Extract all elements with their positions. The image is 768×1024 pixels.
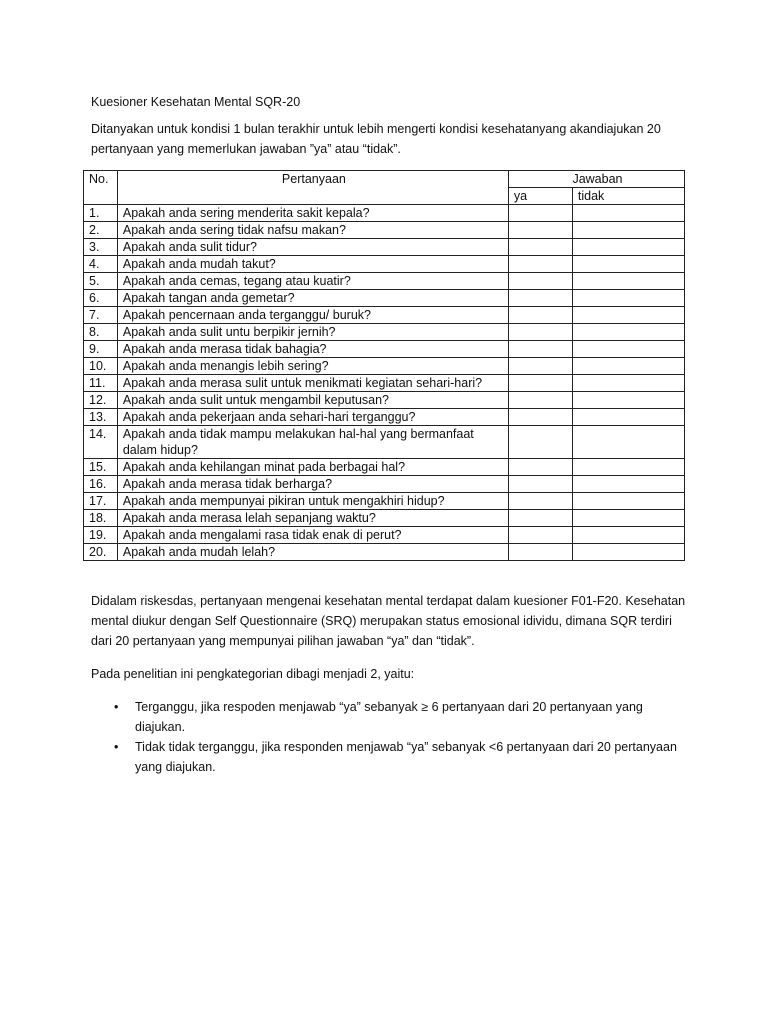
row-number: 19. (84, 527, 118, 544)
row-number: 5. (84, 273, 118, 290)
row-number: 20. (84, 544, 118, 561)
answer-yes-cell[interactable] (508, 324, 572, 341)
bullet-icon: • (114, 740, 119, 754)
document-title: Kuesioner Kesehatan Mental SQR-20 (91, 95, 301, 109)
answer-yes-cell[interactable] (508, 476, 572, 493)
answer-yes-cell[interactable] (508, 510, 572, 527)
row-number: 4. (84, 256, 118, 273)
table-row (84, 544, 685, 561)
row-number: 10. (84, 358, 118, 375)
answer-yes-cell[interactable] (508, 375, 572, 392)
intro-paragraph: Ditanyakan untuk kondisi 1 bulan terakhir untuk lebih mengerti kondisi kesehatanyang akandiajukan 20 pertanyaan yang memerlukan jawaban ”ya” atau “tidak”. (91, 122, 661, 156)
answer-yes-cell[interactable] (508, 222, 572, 239)
header-question: Pertanyaan (117, 171, 508, 205)
row-question: Apakah anda sering menderita sakit kepala? (117, 205, 508, 222)
answer-yes-cell[interactable] (508, 493, 572, 510)
table-row (84, 222, 685, 239)
row-question: Apakah anda menangis lebih sering? (117, 358, 508, 375)
answer-yes-cell[interactable] (508, 409, 572, 426)
row-question: Apakah anda mempunyai pikiran untuk mengakhiri hidup? (117, 493, 508, 510)
list-item-text: Tidak tidak terganggu, jika responden menjawab “ya” sebanyak <6 pertanyaan dari 20 pertanyaan yang diajukan. (135, 740, 677, 774)
row-number: 13. (84, 409, 118, 426)
answer-no-cell[interactable] (572, 324, 684, 341)
answer-no-cell[interactable] (572, 239, 684, 256)
header-yes: ya (508, 188, 572, 205)
row-number: 16. (84, 476, 118, 493)
row-question: Apakah anda mengalami rasa tidak enak di perut? (117, 527, 508, 544)
table-row (84, 426, 685, 459)
row-number: 7. (84, 307, 118, 324)
answer-no-cell[interactable] (572, 307, 684, 324)
questionnaire-table (83, 170, 685, 561)
row-number: 14. (84, 426, 118, 459)
answer-yes-cell[interactable] (508, 256, 572, 273)
row-number: 2. (84, 222, 118, 239)
list-item (114, 737, 691, 777)
answer-yes-cell[interactable] (508, 307, 572, 324)
table-row (84, 307, 685, 324)
row-question: Apakah anda sulit tidur? (117, 239, 508, 256)
answer-no-cell[interactable] (572, 426, 684, 459)
answer-no-cell[interactable] (572, 510, 684, 527)
row-number: 17. (84, 493, 118, 510)
answer-no-cell[interactable] (572, 476, 684, 493)
table-row (84, 375, 685, 392)
table-row (84, 239, 685, 256)
list-item (114, 697, 691, 737)
answer-no-cell[interactable] (572, 358, 684, 375)
row-number: 3. (84, 239, 118, 256)
category-list (91, 697, 691, 777)
list-item-text: Terganggu, jika respoden menjawab “ya” sebanyak ≥ 6 pertanyaan dari 20 pertanyaan yang diajukan. (135, 700, 643, 734)
row-number: 6. (84, 290, 118, 307)
table-row (84, 476, 685, 493)
answer-yes-cell[interactable] (508, 392, 572, 409)
header-no-answer: tidak (572, 188, 684, 205)
document-page (91, 92, 691, 777)
header-answer: Jawaban (508, 171, 684, 188)
answer-yes-cell[interactable] (508, 205, 572, 222)
answer-yes-cell[interactable] (508, 273, 572, 290)
answer-no-cell[interactable] (572, 256, 684, 273)
row-number: 11. (84, 375, 118, 392)
row-question: Apakah pencernaan anda terganggu/ buruk? (117, 307, 508, 324)
row-number: 8. (84, 324, 118, 341)
row-question: Apakah anda cemas, tegang atau kuatir? (117, 273, 508, 290)
answer-yes-cell[interactable] (508, 290, 572, 307)
table-row (84, 459, 685, 476)
row-number: 12. (84, 392, 118, 409)
row-question: Apakah anda mudah takut? (117, 256, 508, 273)
table-row (84, 358, 685, 375)
explanation-section (91, 591, 691, 777)
answer-no-cell[interactable] (572, 459, 684, 476)
answer-no-cell[interactable] (572, 205, 684, 222)
answer-no-cell[interactable] (572, 493, 684, 510)
answer-no-cell[interactable] (572, 222, 684, 239)
row-number: 15. (84, 459, 118, 476)
table-row (84, 409, 685, 426)
row-question: Apakah anda pekerjaan anda sehari-hari terganggu? (117, 409, 508, 426)
row-number: 9. (84, 341, 118, 358)
bullet-icon: • (114, 700, 119, 714)
answer-yes-cell[interactable] (508, 358, 572, 375)
answer-yes-cell[interactable] (508, 341, 572, 358)
row-question: Apakah anda merasa tidak bahagia? (117, 341, 508, 358)
answer-no-cell[interactable] (572, 392, 684, 409)
row-question: Apakah anda merasa lelah sepanjang waktu? (117, 510, 508, 527)
answer-yes-cell[interactable] (508, 527, 572, 544)
row-question: Apakah anda mudah lelah? (117, 544, 508, 561)
row-question: Apakah anda merasa tidak berharga? (117, 476, 508, 493)
answer-yes-cell[interactable] (508, 544, 572, 561)
explanation-paragraph: Didalam riskesdas, pertanyaan mengenai kesehatan mental terdapat dalam kuesioner F01-F20. Kesehatan mental diukur dengan Self Questionnaire (SRQ) merupakan status emosional idividu, dimana SQR terdiri dari 20 pertanyaan yang mempunyai pilihan jawaban “ya” dan “tidak”. (91, 594, 686, 648)
answer-no-cell[interactable] (572, 527, 684, 544)
row-number: 1. (84, 205, 118, 222)
answer-no-cell[interactable] (572, 375, 684, 392)
answer-no-cell[interactable] (572, 409, 684, 426)
row-question: Apakah anda kehilangan minat pada berbagai hal? (117, 459, 508, 476)
answer-yes-cell[interactable] (508, 459, 572, 476)
answer-no-cell[interactable] (572, 544, 684, 561)
answer-no-cell[interactable] (572, 273, 684, 290)
row-number: 18. (84, 510, 118, 527)
row-question: Apakah tangan anda gemetar? (117, 290, 508, 307)
table-row (84, 256, 685, 273)
table-row (84, 493, 685, 510)
table-row (84, 341, 685, 358)
header-no: No. (84, 171, 118, 205)
row-question: Apakah anda tidak mampu melakukan hal-hal yang bermanfaat dalam hidup? (117, 426, 508, 459)
table-row (84, 392, 685, 409)
table-row (84, 290, 685, 307)
category-intro-paragraph: Pada penelitian ini pengkategorian dibagi menjadi 2, yaitu: (91, 667, 415, 681)
row-question: Apakah anda sulit untuk mengambil keputusan? (117, 392, 508, 409)
answer-yes-cell[interactable] (508, 239, 572, 256)
row-question: Apakah anda merasa sulit untuk menikmati kegiatan sehari-hari? (117, 375, 508, 392)
table-row (84, 273, 685, 290)
answer-no-cell[interactable] (572, 290, 684, 307)
table-row (84, 205, 685, 222)
questionnaire-body (84, 205, 685, 561)
answer-no-cell[interactable] (572, 341, 684, 358)
table-row (84, 324, 685, 341)
row-question: Apakah anda sering tidak nafsu makan? (117, 222, 508, 239)
table-row (84, 510, 685, 527)
table-row (84, 527, 685, 544)
row-question: Apakah anda sulit untu berpikir jernih? (117, 324, 508, 341)
answer-yes-cell[interactable] (508, 426, 572, 459)
